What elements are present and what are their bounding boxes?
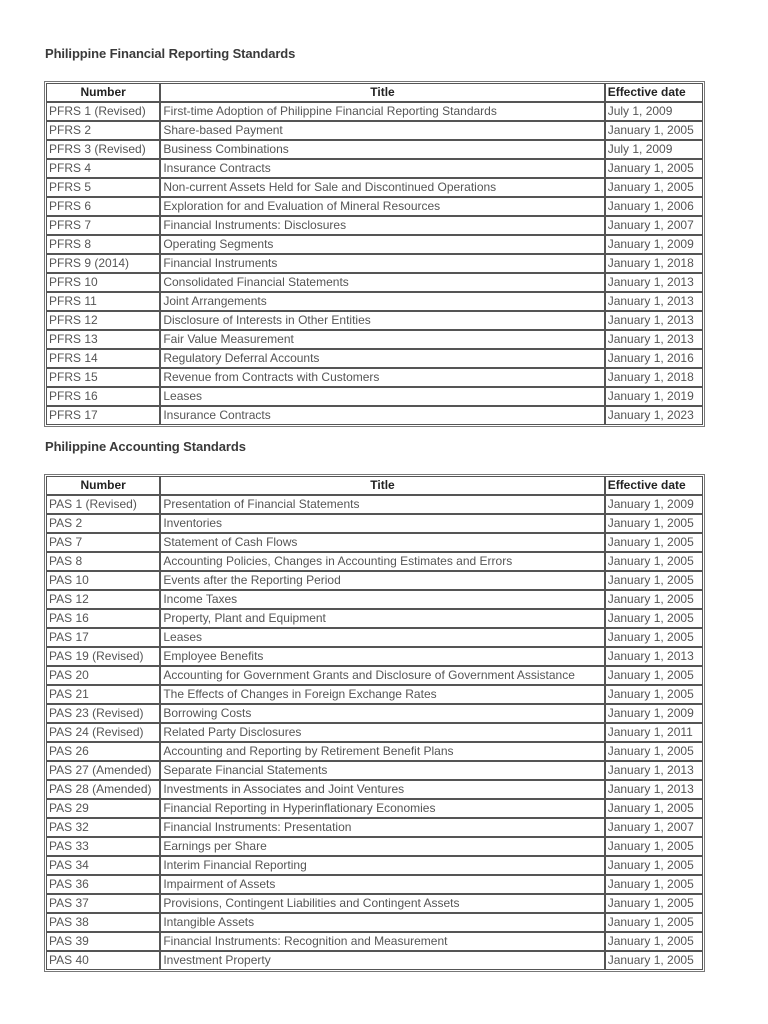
table-row xyxy=(46,197,703,216)
table-row xyxy=(46,178,703,197)
cell-number: PAS 33 xyxy=(46,837,160,856)
cell-title: Financial Instruments: Disclosures xyxy=(160,216,604,235)
cell-number: PAS 8 xyxy=(46,552,160,571)
cell-title: Related Party Disclosures xyxy=(160,723,604,742)
table-row xyxy=(46,647,703,666)
cell-title: Interim Financial Reporting xyxy=(160,856,604,875)
cell-effective-date: January 1, 2005 xyxy=(605,590,703,609)
cell-effective-date: January 1, 2018 xyxy=(605,254,703,273)
cell-effective-date: January 1, 2011 xyxy=(605,723,703,742)
table-row xyxy=(46,514,703,533)
pfrs-heading: Philippine Financial Reporting Standards xyxy=(45,46,296,61)
cell-effective-date: January 1, 2023 xyxy=(605,406,703,425)
table-row xyxy=(46,235,703,254)
cell-number: PFRS 3 (Revised) xyxy=(46,140,160,159)
column-header-title: Title xyxy=(160,83,604,102)
cell-title: Statement of Cash Flows xyxy=(160,533,604,552)
cell-number: PFRS 1 (Revised) xyxy=(46,102,160,121)
table-row xyxy=(46,685,703,704)
cell-number: PAS 29 xyxy=(46,799,160,818)
cell-effective-date: January 1, 2005 xyxy=(605,121,703,140)
column-header-title: Title xyxy=(160,476,604,495)
cell-title: Non-current Assets Held for Sale and Discontinued Operations xyxy=(160,178,604,197)
cell-number: PAS 23 (Revised) xyxy=(46,704,160,723)
cell-title: Income Taxes xyxy=(160,590,604,609)
cell-title: Disclosure of Interests in Other Entities xyxy=(160,311,604,330)
table-row xyxy=(46,761,703,780)
cell-number: PAS 37 xyxy=(46,894,160,913)
table-row xyxy=(46,140,703,159)
table-row xyxy=(46,704,703,723)
cell-effective-date: July 1, 2009 xyxy=(605,140,703,159)
cell-effective-date: January 1, 2005 xyxy=(605,685,703,704)
table-row xyxy=(46,216,703,235)
table-row xyxy=(46,102,703,121)
table-row xyxy=(46,571,703,590)
table-row xyxy=(46,273,703,292)
cell-title: Financial Reporting in Hyperinflationary Economies xyxy=(160,799,604,818)
cell-effective-date: January 1, 2005 xyxy=(605,159,703,178)
cell-effective-date: January 1, 2013 xyxy=(605,761,703,780)
table-row xyxy=(46,799,703,818)
cell-title: Joint Arrangements xyxy=(160,292,604,311)
cell-title: Insurance Contracts xyxy=(160,406,604,425)
cell-title: Inventories xyxy=(160,514,604,533)
cell-number: PFRS 14 xyxy=(46,349,160,368)
table-row xyxy=(46,951,703,970)
cell-effective-date: January 1, 2019 xyxy=(605,387,703,406)
cell-number: PFRS 9 (2014) xyxy=(46,254,160,273)
column-header-effective-date: Effective date xyxy=(605,476,703,495)
cell-effective-date: July 1, 2009 xyxy=(605,102,703,121)
cell-title: First-time Adoption of Philippine Financial Reporting Standards xyxy=(160,102,604,121)
cell-title: Revenue from Contracts with Customers xyxy=(160,368,604,387)
cell-title: Operating Segments xyxy=(160,235,604,254)
cell-effective-date: January 1, 2005 xyxy=(605,178,703,197)
cell-title: Regulatory Deferral Accounts xyxy=(160,349,604,368)
cell-effective-date: January 1, 2009 xyxy=(605,704,703,723)
cell-effective-date: January 1, 2005 xyxy=(605,666,703,685)
column-header-effective-date: Effective date xyxy=(605,83,703,102)
cell-number: PFRS 16 xyxy=(46,387,160,406)
cell-title: Investment Property xyxy=(160,951,604,970)
cell-effective-date: January 1, 2013 xyxy=(605,330,703,349)
pas-heading: Philippine Accounting Standards xyxy=(45,439,246,454)
cell-title: Financial Instruments: Recognition and Measurement xyxy=(160,932,604,951)
cell-effective-date: January 1, 2016 xyxy=(605,349,703,368)
cell-title: Accounting for Government Grants and Disclosure of Government Assistance xyxy=(160,666,604,685)
cell-effective-date: January 1, 2005 xyxy=(605,875,703,894)
cell-effective-date: January 1, 2007 xyxy=(605,216,703,235)
cell-effective-date: January 1, 2005 xyxy=(605,533,703,552)
cell-number: PFRS 10 xyxy=(46,273,160,292)
cell-title: Investments in Associates and Joint Ventures xyxy=(160,780,604,799)
cell-number: PAS 17 xyxy=(46,628,160,647)
cell-number: PAS 36 xyxy=(46,875,160,894)
cell-number: PFRS 15 xyxy=(46,368,160,387)
table-row xyxy=(46,495,703,514)
table-row xyxy=(46,628,703,647)
cell-title: Employee Benefits xyxy=(160,647,604,666)
table-row xyxy=(46,292,703,311)
cell-number: PAS 27 (Amended) xyxy=(46,761,160,780)
cell-effective-date: January 1, 2006 xyxy=(605,197,703,216)
cell-effective-date: January 1, 2005 xyxy=(605,514,703,533)
pfrs-table xyxy=(44,81,705,427)
pas-table xyxy=(44,474,705,972)
cell-effective-date: January 1, 2005 xyxy=(605,913,703,932)
cell-effective-date: January 1, 2005 xyxy=(605,571,703,590)
pfrs-table-body xyxy=(46,102,703,425)
cell-number: PAS 16 xyxy=(46,609,160,628)
cell-effective-date: January 1, 2005 xyxy=(605,951,703,970)
cell-title: Separate Financial Statements xyxy=(160,761,604,780)
cell-title: Business Combinations xyxy=(160,140,604,159)
cell-title: Presentation of Financial Statements xyxy=(160,495,604,514)
cell-title: Accounting Policies, Changes in Accounting Estimates and Errors xyxy=(160,552,604,571)
cell-number: PFRS 12 xyxy=(46,311,160,330)
table-row xyxy=(46,368,703,387)
cell-number: PFRS 5 xyxy=(46,178,160,197)
cell-effective-date: January 1, 2005 xyxy=(605,742,703,761)
cell-effective-date: January 1, 2005 xyxy=(605,799,703,818)
table-row xyxy=(46,330,703,349)
table-row xyxy=(46,311,703,330)
cell-effective-date: January 1, 2007 xyxy=(605,818,703,837)
table-row xyxy=(46,609,703,628)
cell-effective-date: January 1, 2005 xyxy=(605,552,703,571)
pas-table-body xyxy=(46,495,703,970)
table-row xyxy=(46,533,703,552)
cell-title: Property, Plant and Equipment xyxy=(160,609,604,628)
table-row xyxy=(46,875,703,894)
table-row xyxy=(46,932,703,951)
cell-number: PAS 38 xyxy=(46,913,160,932)
cell-effective-date: January 1, 2005 xyxy=(605,628,703,647)
cell-number: PAS 32 xyxy=(46,818,160,837)
cell-title: The Effects of Changes in Foreign Exchange Rates xyxy=(160,685,604,704)
cell-number: PAS 7 xyxy=(46,533,160,552)
table-row xyxy=(46,552,703,571)
cell-title: Accounting and Reporting by Retirement Benefit Plans xyxy=(160,742,604,761)
table-row xyxy=(46,856,703,875)
cell-title: Earnings per Share xyxy=(160,837,604,856)
cell-number: PAS 26 xyxy=(46,742,160,761)
table-row xyxy=(46,121,703,140)
table-header-row xyxy=(46,83,703,102)
table-row xyxy=(46,818,703,837)
cell-number: PAS 1 (Revised) xyxy=(46,495,160,514)
cell-title: Events after the Reporting Period xyxy=(160,571,604,590)
table-row xyxy=(46,590,703,609)
cell-number: PAS 2 xyxy=(46,514,160,533)
table-row xyxy=(46,723,703,742)
cell-number: PFRS 11 xyxy=(46,292,160,311)
cell-number: PAS 19 (Revised) xyxy=(46,647,160,666)
cell-number: PFRS 7 xyxy=(46,216,160,235)
cell-number: PAS 20 xyxy=(46,666,160,685)
column-header-number: Number xyxy=(46,83,160,102)
cell-number: PFRS 6 xyxy=(46,197,160,216)
column-header-number: Number xyxy=(46,476,160,495)
table-row xyxy=(46,159,703,178)
table-row xyxy=(46,387,703,406)
cell-number: PAS 21 xyxy=(46,685,160,704)
cell-title: Leases xyxy=(160,387,604,406)
cell-effective-date: January 1, 2009 xyxy=(605,495,703,514)
cell-title: Financial Instruments: Presentation xyxy=(160,818,604,837)
cell-number: PFRS 8 xyxy=(46,235,160,254)
cell-title: Leases xyxy=(160,628,604,647)
cell-effective-date: January 1, 2005 xyxy=(605,856,703,875)
table-row xyxy=(46,254,703,273)
cell-title: Borrowing Costs xyxy=(160,704,604,723)
cell-effective-date: January 1, 2013 xyxy=(605,647,703,666)
table-row xyxy=(46,837,703,856)
cell-effective-date: January 1, 2013 xyxy=(605,780,703,799)
cell-title: Fair Value Measurement xyxy=(160,330,604,349)
table-row xyxy=(46,894,703,913)
cell-effective-date: January 1, 2005 xyxy=(605,609,703,628)
cell-number: PAS 28 (Amended) xyxy=(46,780,160,799)
cell-number: PAS 10 xyxy=(46,571,160,590)
cell-number: PFRS 4 xyxy=(46,159,160,178)
cell-effective-date: January 1, 2018 xyxy=(605,368,703,387)
cell-number: PAS 12 xyxy=(46,590,160,609)
cell-title: Provisions, Contingent Liabilities and Contingent Assets xyxy=(160,894,604,913)
cell-number: PFRS 13 xyxy=(46,330,160,349)
cell-effective-date: January 1, 2013 xyxy=(605,273,703,292)
cell-title: Share-based Payment xyxy=(160,121,604,140)
cell-number: PAS 34 xyxy=(46,856,160,875)
cell-title: Exploration for and Evaluation of Mineral Resources xyxy=(160,197,604,216)
cell-title: Consolidated Financial Statements xyxy=(160,273,604,292)
table-row xyxy=(46,913,703,932)
cell-title: Intangible Assets xyxy=(160,913,604,932)
cell-effective-date: January 1, 2009 xyxy=(605,235,703,254)
cell-effective-date: January 1, 2005 xyxy=(605,894,703,913)
cell-effective-date: January 1, 2013 xyxy=(605,292,703,311)
table-header-row xyxy=(46,476,703,495)
cell-number: PFRS 17 xyxy=(46,406,160,425)
table-row xyxy=(46,349,703,368)
table-row xyxy=(46,742,703,761)
cell-number: PAS 40 xyxy=(46,951,160,970)
table-row xyxy=(46,666,703,685)
cell-effective-date: January 1, 2005 xyxy=(605,932,703,951)
cell-number: PAS 24 (Revised) xyxy=(46,723,160,742)
cell-effective-date: January 1, 2013 xyxy=(605,311,703,330)
cell-title: Insurance Contracts xyxy=(160,159,604,178)
table-row xyxy=(46,780,703,799)
cell-number: PFRS 2 xyxy=(46,121,160,140)
cell-title: Impairment of Assets xyxy=(160,875,604,894)
cell-title: Financial Instruments xyxy=(160,254,604,273)
cell-number: PAS 39 xyxy=(46,932,160,951)
table-row xyxy=(46,406,703,425)
cell-effective-date: January 1, 2005 xyxy=(605,837,703,856)
